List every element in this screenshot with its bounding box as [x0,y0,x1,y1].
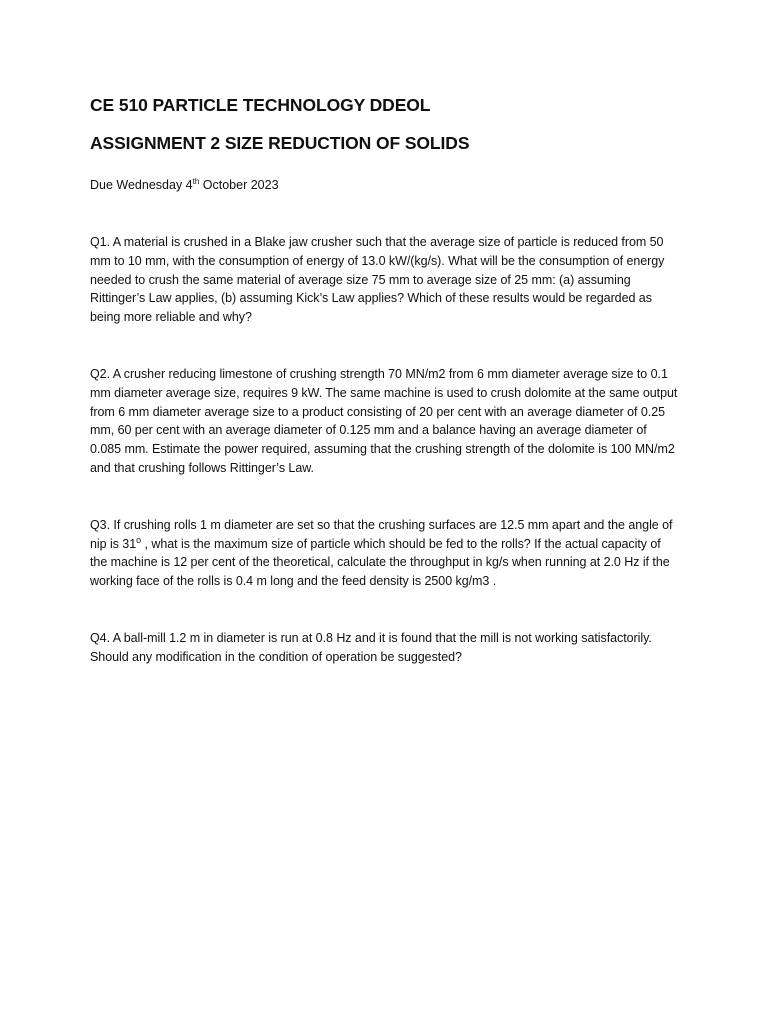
due-prefix: Due Wednesday 4 [90,178,193,192]
document-body [90,92,680,667]
question-3-part-1: Q3. If crushing rolls 1 m diameter are set so that the crushing surfaces are 12.5 mm apart and the angle of nip is 31 [90,517,673,551]
degree-symbol: o [136,534,142,545]
assignment-title: ASSIGNMENT 2 SIZE REDUCTION OF SOLIDS [90,133,470,153]
question-1: Q1. A material is crushed in a Blake jaw crusher such that the average size of particle is reduced from 50 mm to 10 mm, with the consumption of energy of 13.0 kW/(kg/s). What will be the consumption of energy needed to crush the same material of average size 75 mm to average size of 25 mm: (a) assuming Rittinger’s Law applies, (b) assuming Kick’s Law applies? Which of these results would be regarded as being more reliable and why? [90,235,665,325]
due-suffix: October 2023 [199,178,279,192]
question-4: Q4. A ball-mill 1.2 m in diameter is run at 0.8 Hz and it is found that the mill is not working satisfactorily. Should any modification in the condition of operation be suggested? [90,630,652,664]
course-title: CE 510 PARTICLE TECHNOLOGY DDEOL [90,95,431,115]
question-3-part-2: , what is the maximum size of particle which should be fed to the rolls? If the actual capacity of the machine is 12 per cent of the theoretical, calculate the throughput in kg/s when running at 2.0 Hz if the working face of the rolls is 0.4 m long and the feed density is 2500 kg/m3 . [90,536,670,589]
due-superscript: th [192,176,200,186]
question-3 [90,516,680,591]
due-date [90,176,680,194]
question-2: Q2. A crusher reducing limestone of crushing strength 70 MN/m2 from 6 mm diameter average size to 0.1 mm diameter average size, requires 9 kW. The same machine is used to crush dolomite at the same output from 6 mm diameter average size to a product consisting of 20 per cent with an average diameter of 0.25 mm, 60 per cent with an average diameter of 0.125 mm and a balance having an average diameter of 0.085 mm. Estimate the power required, assuming that the crushing strength of the dolomite is 100 MN/m2 and that crushing follows Rittinger’s Law. [90,366,678,475]
